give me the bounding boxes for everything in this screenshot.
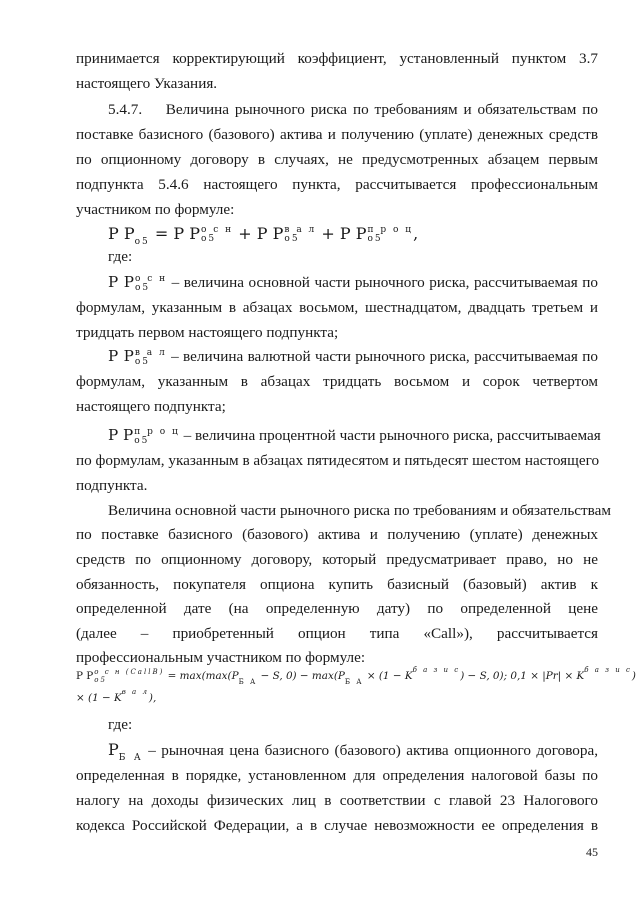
text-line: (далее – приобретенный опцион типа «Call»), рассчитывается	[76, 625, 598, 642]
text-line: по поставке базисного (базового) актива и получению (уплате) денежных	[76, 526, 598, 543]
text-line: определенная в порядке, установленном для определения налоговой базы по	[76, 767, 598, 784]
section-heading-5-4-7: 5.4.7. Величина рыночного риска по требованиям и обязательствам по	[108, 101, 598, 118]
text-line: по формулам, указанным в абзацах пятидесятом и пятьдесят шестом настоящего	[76, 452, 600, 469]
text-line: настоящего Указания.	[76, 75, 218, 92]
where-label: где:	[108, 248, 133, 265]
formula-call-option-line2: × $(1 - K^{в а л})$,	[76, 688, 157, 704]
text-line: налогу на доходы физических лиц в соответствии с главой 23 Налогового	[76, 792, 598, 809]
definition-market-price: $Р_{Б А}$ – рыночная цена базисного (базового) актива опционного договора,	[108, 740, 598, 763]
text-line: профессиональным участником по формуле:	[76, 649, 366, 666]
text-line: формулам, указанным в абзацах восьмом, шестнадцатом, двадцать третьем и	[76, 299, 598, 316]
text-line: подпункта.	[76, 477, 148, 494]
text-line: кодекса Российской Федерации, а в случае невозможности ее определения в	[76, 817, 598, 834]
text-line: подпункта 5.4.6 настоящего пункта, рассчитывается профессиональным	[76, 176, 598, 193]
text-line: поставке базисного (базового) актива и получению (уплате) денежных средств	[76, 126, 598, 143]
definition-osn: Р Р о с н о5 – величина основной части рыночного риска, рассчитываемая по	[108, 273, 598, 293]
text-line: настоящего подпункта;	[76, 398, 226, 415]
formula-call-option: Р Р о с н (CallB) о5 = $\max(\max(Р_{Б А} - S$, $0) - \max(Р_{Б А} \times (1 - K^{б а з и с}) - S$, 0); $0,1 \times |Pr| \times K^{б а з и с}$)	[76, 666, 636, 686]
text-line: определенной дате (на определенную дату) по определенной цене	[76, 600, 598, 617]
definition-proc: Р Р п р о ц о5 – величина процентной части рыночного риска, рассчитываемая	[108, 426, 601, 446]
formula-rr-total: Р $Р_{о5} = Р$ Р о с н о5 + Р Р в а л о5 + Р Р п р о ц о5 ,	[108, 224, 419, 247]
definition-val: Р Р в а л о5 – величина валютной части рыночного риска, рассчитываемая по	[108, 347, 598, 367]
text-line: тридцать первом настоящего подпункта;	[76, 324, 339, 341]
text-line: участником по формуле:	[76, 201, 235, 218]
text-line: по опционному договору в случаях, не предусмотренных абзацем первым	[76, 151, 598, 168]
text-line: средств по опционному договору, который предусматривает право, но не	[76, 551, 598, 568]
where-label: где:	[108, 716, 133, 733]
text-line: формулам, указанным в абзацах тридцать восьмом и сорок четвертом	[76, 373, 598, 390]
page-number: 45	[586, 845, 598, 859]
text-line: принимается корректирующий коэффициент, установленный пунктом 3.7	[76, 50, 598, 67]
text-line: Величина основной части рыночного риска по требованиям и обязательствам	[108, 502, 611, 519]
text-line: обязанность, покупателя опциона купить базисный (базовый) актив к	[76, 576, 598, 593]
